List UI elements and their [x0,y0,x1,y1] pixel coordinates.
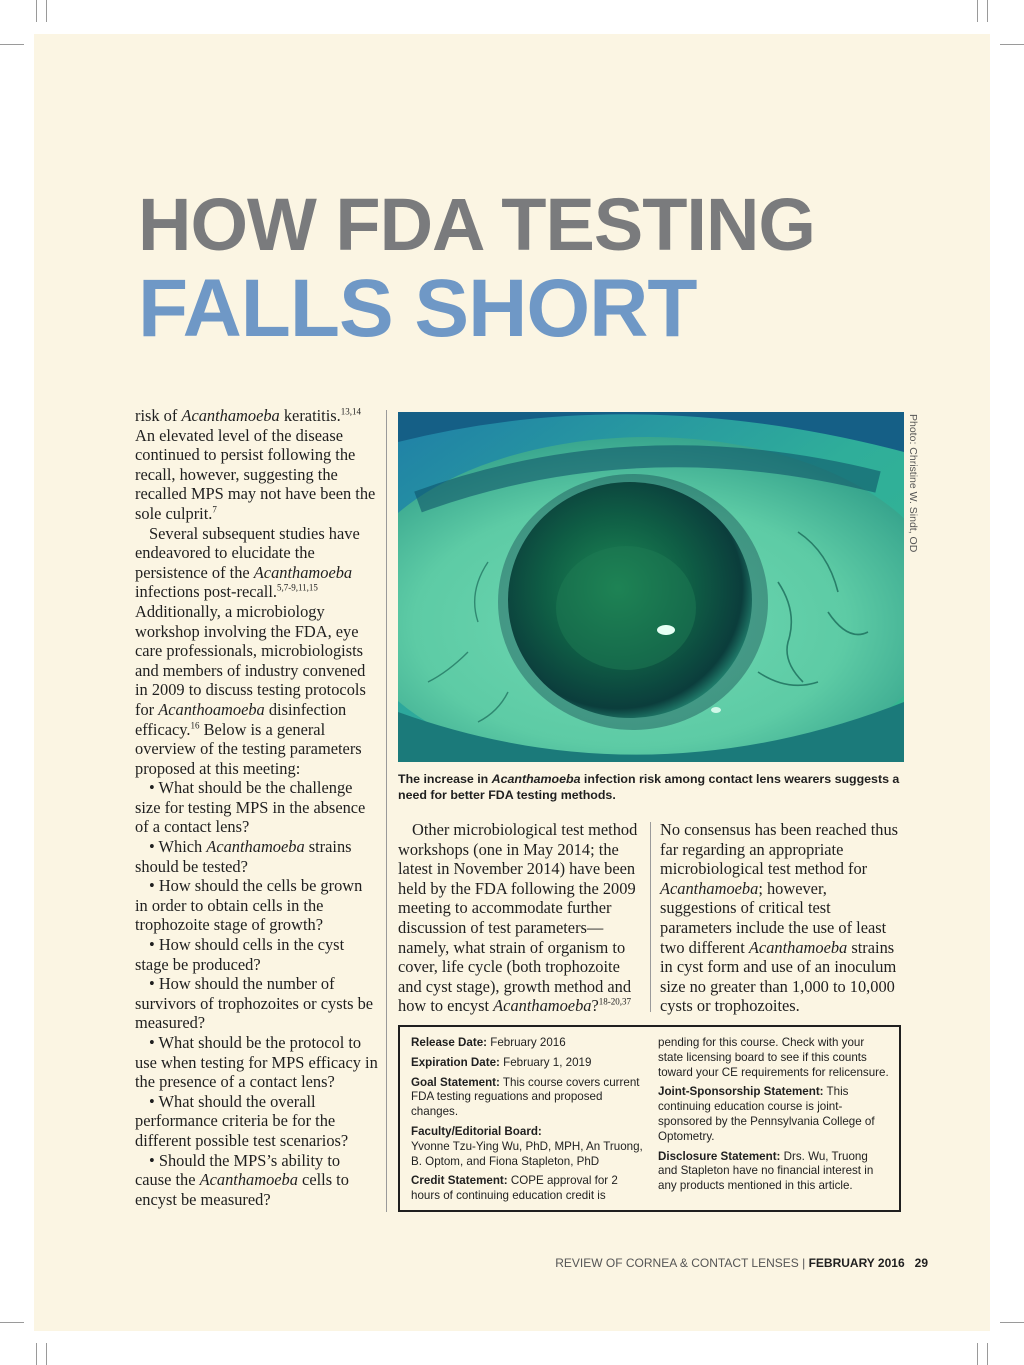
ce-info-left-column [411,1036,643,1209]
bullet-item: • What should be the challenge size for testing MPS in the absence of a contact lens? [135,778,366,837]
crop-mark [977,1343,978,1365]
crop-mark [977,0,978,22]
article-column-2 [398,820,642,1016]
crop-mark [1000,1322,1024,1323]
headline-line-2: FALLS SHORT [138,263,697,354]
journal-name: REVIEW OF CORNEA & CONTACT LENSES | [555,1256,809,1270]
paragraph: Other microbiological test method workshops (one in May 2014; the latest in November 2014) have been held by the FDA following the 2009 meeting to accommodate further discussion of test parameters—namely, what strain of organism to cover, life cycle (both trophozoite and cyst stage), growth method and how to encyst Acanthamoeba?$^{18-20,37}$ [398,820,638,1016]
ce-info-right-column [658,1036,890,1199]
crop-mark [36,1343,37,1365]
crop-mark [987,1343,988,1365]
paragraph: Several subsequent studies have endeavored to elucidate the persistence of the Acanthamoeba infections post-recall.$^{5,7-9,11,15}$ Additionally, a microbiology workshop involving the FDA, eye care professionals, microbiologists and members of industry convened in 2009 to discuss testing protocols for Acanthoamoeba disinfection efficacy.$^{16}$ Below is a general overview of the testing parameters proposed at this meeting: [135,523,366,778]
ce-info-box [398,1025,901,1212]
photo-credit: Photo: Christine W. Sindt, OD [907,414,919,553]
headline-line-1: HOW FDA TESTING [138,183,815,266]
joint-sponsorship-statement: Joint-Sponsorship Statement: This continuing education course is joint-sponsored by the Pennsylvania College of Optometry. [658,1085,875,1143]
column-divider [650,822,651,1012]
eye-photo [398,412,904,762]
crop-mark [46,0,47,22]
bullet-item: • How should the number of survivors of trophozoites or cysts be measured? [135,974,374,1033]
credit-statement-continued: pending for this course. Check with your state licensing board to see if this counts toward your CE requirements for relicensure. [658,1036,889,1079]
issue-date: FEBRUARY 2016 [808,1256,905,1270]
crop-mark [0,44,24,45]
crop-mark [46,1343,47,1365]
bullet-item: • What should the overall performance criteria be for the different possible test scenarios? [135,1091,349,1150]
release-date: Release Date: February 2016 [411,1036,566,1049]
bullet-item: • What should be the protocol to use when testing for MPS efficacy in the presence of a contact lens? [135,1033,378,1092]
bullet-item: • Which Acanthamoeba strains should be tested? [135,837,352,876]
bullet-item: • How should cells in the cyst stage be produced? [135,935,345,974]
page-number: 29 [914,1256,928,1270]
crop-mark [987,0,988,22]
disclosure-statement: Disclosure Statement: Drs. Wu, Truong and Stapleton have no financial interest in any products mentioned in this article. [658,1149,874,1193]
page-footer [555,1256,928,1270]
photo-caption: The increase in Acanthamoeba infection risk among contact lens wearers suggests a need for better FDA testing methods. [398,772,900,802]
credit-statement: Credit Statement: COPE approval for 2 hours of continuing education credit is [411,1174,618,1203]
paragraph: risk of Acanthamoeba keratitis.$^{13,14}$ An elevated level of the disease continued to persist following the recall, however, suggesting the recalled MPS may not have been the sole culprit.$^7$ [135,406,376,523]
eye-image [398,412,904,762]
crop-mark [1000,44,1024,45]
goal-statement: Goal Statement: This course covers current FDA testing reguations and proposed changes. [411,1075,640,1119]
crop-mark [36,0,37,22]
crop-mark [0,1322,24,1323]
bullet-item: • How should the cells be grown in order to obtain cells in the trophozoite stage of growth? [135,876,363,935]
bullet-item: • Should the MPS’s ability to cause the Acanthamoeba cells to encyst be measured? [135,1150,349,1209]
paragraph: No consensus has been reached thus far regarding an appropriate microbiological test method for Acanthamoeba; however, suggestions of critical test parameters include the use of least two different Acanthamoeba strains in cyst form and use of an inoculum size no greater than 1,000 to 10,000 cysts or trophozoites. [660,820,899,1016]
column-divider [386,410,387,1212]
faculty-editorial-board: Faculty/Editorial Board: Yvonne Tzu-Ying Wu, PhD, MPH, An Truong, B. Optom, and Fiona Stapleton, PhD [411,1124,643,1168]
expiration-date: Expiration Date: February 1, 2019 [411,1055,592,1069]
article-column-1 [135,406,379,1209]
article-column-3 [660,820,904,1016]
